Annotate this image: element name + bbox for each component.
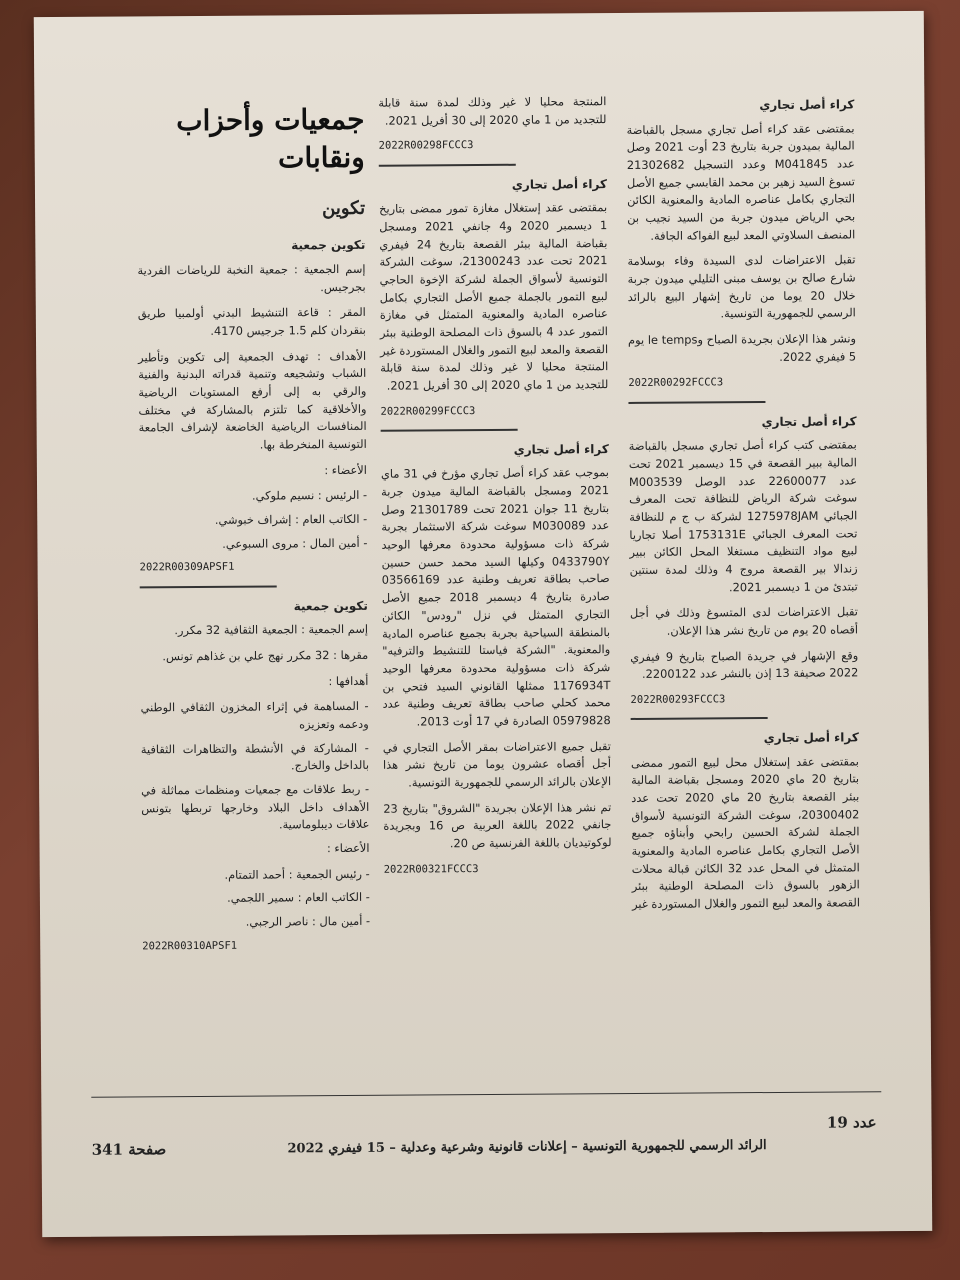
newspaper-page: [34, 11, 932, 1237]
goal-item: - المساهمة في إثراء المخزون الثقافي الوطني ودعمه وتعزيزه: [140, 699, 369, 732]
member-item: - أمين المال : مروى السبوعي.: [222, 535, 368, 551]
ad-paragraph: بمقتضى كتب كراء أصل تجاري مسجل بالقباضة المالية ببير القصعة في 15 ديسمبر 2021 تحت عدد 22600077 عدد الوصل M003539 سوغت شركة الرياض للنظافة تحت المعرف الجبائي 1275978JAM لشركة ب ج م للنظافة تحت المعرف الجبائي 1753131E أصلا تجاريا لبيع مواد التنظيف مستغلا المحل الكائن ببير زندالا بير القصعة مروج 4 وذلك لمدة سنتين تبتدئ من 1 ديسمبر 2021.: [628, 437, 858, 594]
ad-reference: 2022R00298FCCC3: [378, 139, 474, 153]
member-item: - رئيس الجمعية : أحمد التمتام.: [224, 866, 370, 882]
members-label: الأعضاء :: [324, 462, 367, 477]
association-name: إسم الجمعية : الجمعية الثقافية 32 مكرر.: [174, 622, 369, 638]
ad-paragraph: بمقتضى عقد كراء أصل تجاري مسجل بالقباضة المالية بميدون جربة بتاريخ 23 أوت 2021 وصل عدد M041845 وعدد التسجيل 21302682 تسوغ السيد زهير بن محمد القابسي جميع الأصل التجاري بكامل عناصره المادية والمعنوية الكائن بحي الرياض ميدون جربة من السيد نجيب بن المنصف السلاوتي المعد لبيع الفواكه الجافة.: [626, 120, 856, 243]
association-hq: المقر : قاعة التنشيط البدني أولمبيا طريق بنقردان كلم 1.5 جرجيس 4170.: [137, 305, 366, 338]
members-label: الأعضاء :: [326, 840, 370, 856]
footer-divider: [91, 1091, 881, 1098]
column-middle: [378, 93, 612, 885]
ad-paragraph: تقبل جميع الاعتراضات بمقر الأصل التجاري في أجل أقصاه عشرون يوما من تاريخ نشر هذا الإعلان بالرائد الرسمي للجمهورية التونسية.: [382, 738, 612, 790]
ad-title: كراء أصل تجاري: [763, 730, 859, 746]
ad-paragraph: بموجب عقد كراء أصل تجاري مؤرخ في 31 ماي 2021 ومسجل بالقباضة المالية ميدون جربة بتاريخ 11 جوان 2021 تحت 21301789 وصل عدد M030089 سوغت شركة الاستثمار بجربة شركة ذات مسؤولية محدودة معرفها الوحيد 0433790Y وكيلها السيد محمد حسن حسين صاحب بطاقة تعريف وطنية عدد 03566169 صادرة بتاريخ 4 ديسمبر 2018 جميع الأصل التجاري المتمثل في نزل "رودس" الكائن بالمنطقة السياحية بجربة بجميع عناصره المادية والمعنوية. "الشركة فياستا للتنشيط والترفيه" شركة ذات مسؤولية محدودة معرفها الوحيد 1176934T ممثلها القانوني السيد فتحي بن محمد كحلي صاحب بطاقة تعريف وطنية عدد 05979828 الصادرة في 17 أوت 2013.: [380, 465, 611, 729]
ad-title: كراء أصل تجاري: [513, 441, 609, 457]
ad-paragraph: بمقتضى عقد إستغلال مغازة تمور ممضى بتاريخ 1 ديسمبر 2020 و4 جانفي 2021 ومسجل بقباضة المالية ببئر القصعة بتاريخ 24 فيفري 2021 تحت عدد 21300243، سوغت الشركة التونسية لأسواق الجملة لشركة الإخوة الحاجي لبيع التمور بالجملة جميع الأصل التجاري بكامل عناصره المادية والمعنوية المتمثل في مغازة التمور عدد 4 بالسوق ذات المصلحة الوطنية ببئر القصعة والمعد لبيع التمور والغلال المستوردة غير المنتجة محليا لا غير وذلك لمدة سنة قابلة للتجديد من 1 ماي 2020 إلى 30 أفريل 2021.: [379, 200, 609, 393]
divider: [628, 401, 765, 404]
publication-line: الرائد الرسمي للجمهورية التونسية – إعلانات قانونية وشرعية وعدلية – 15 فيفري 2022: [287, 1138, 767, 1157]
member-item: - أمين مال : ناصر الرجبي.: [245, 913, 371, 929]
ad-reference: 2022R00309APSF1: [139, 561, 235, 574]
column-left: [136, 101, 370, 963]
member-item: - الكاتب العام : إشراف خبوشي.: [214, 511, 368, 528]
goal-item: - المشاركة في الأنشطة والتظاهرات الثقافية بالداخل والخارج.: [140, 740, 370, 773]
ad-paragraph: ونشر هذا الإعلان بجريدة الصباح وle temps يوم 5 فيفري 2022.: [627, 331, 857, 364]
section-subheading: تكوين: [322, 197, 366, 219]
ad-title: كراء أصل تجاري: [511, 176, 607, 192]
ad-paragraph: وقع الإشهار في جريدة الصباح بتاريخ 9 فيفري 2022 صحيفة 13 إذن بالنشر عدد 2200122.: [630, 647, 859, 682]
page-number: صفحة 341: [91, 1140, 167, 1159]
ad-title: كراء أصل تجاري: [759, 97, 855, 113]
divider: [631, 717, 768, 720]
ad-reference: 2022R00299FCCC3: [380, 404, 476, 418]
ad-paragraph: المنتجة محليا لا غير وذلك لمدة سنة قابلة للتجديد من 1 ماي 2020 إلى 30 أفريل 2021.: [378, 94, 607, 128]
section-heading: جمعيات وأحزاب ونقابات: [176, 102, 365, 175]
goal-item: - ربط علاقات مع جمعيات ومنظمات مماثلة في الأهداف داخل البلاد وخارجها تربطها بتونس علاقات ديبلوماسية.: [141, 781, 370, 832]
issue-number: عدد 19: [826, 1113, 877, 1132]
ad-reference: 2022R00321FCCC3: [383, 862, 479, 876]
divider: [379, 163, 516, 166]
association-title: تكوين جمعية: [291, 238, 366, 253]
column-right: [626, 91, 860, 921]
ad-reference: 2022R00310APSF1: [142, 939, 238, 953]
ad-paragraph: تقبل الاعتراضات لدى المتسوغ وذلك في أجل أقصاه 20 يوم من تاريخ نشر هذا الإعلان.: [629, 604, 859, 638]
association-hq: مقرها : 32 مكرر نهج علي بن غذاهم تونس.: [162, 647, 369, 664]
association-name: إسم الجمعية : جمعية النخبة للرياضات الفردية بجرجيس.: [137, 261, 366, 294]
association-title: تكوين جمعية: [293, 598, 368, 614]
member-item: - الكاتب العام : سمير اللجمي.: [227, 890, 370, 906]
divider: [381, 429, 518, 432]
ad-paragraph: بمقتضى عقد إستغلال محل لبيع التمور ممضى بتاريخ 20 ماي 2020 ومسجل بقباضة المالية ببئر القصعة بتاريخ 20 ماي 2020 تحت عدد 20300402، سوغت الشركة التونسية لأسواق الجملة لشركة الحسين رابحي وأبناؤه جميع الأصل التجاري بكامل عناصره المادية والمعنوية المتمثل في المحل عدد 32 الكائن قبالة محلات الزهور بالسوق ذات المصلحة الوطنية ببئر القصعة والمعد لبيع التمور والغلال المستوردة غير: [630, 754, 861, 912]
goals-label: أهدافها :: [328, 673, 369, 688]
member-item: - الرئيس : نسيم ملوكي.: [251, 488, 368, 504]
association-goals: الأهداف : تهدف الجمعية إلى تكوين وتأطير الشباب وتشجيعه وتنمية قدراته البدنية والفنية والرقي به إلى أرفع المستويات الرياضية والأخلاقية كما تلتزم بالمشاركة في مختلف المنافسات الرياضية الخاضعة لإشراف الجامعة التونسية المنخرطة بها.: [138, 348, 367, 452]
page-footer: [91, 1113, 876, 1158]
divider: [140, 585, 277, 588]
ad-reference: 2022R00292FCCC3: [628, 376, 724, 390]
ad-paragraph: تم نشر هذا الإعلان بجريدة "الشروق" بتاريخ 23 جانفي 2022 باللغة العربية ص 16 وبجريدة لوكوتيديان باللغة الفرنسية ص 20.: [383, 799, 612, 851]
ad-title: كراء أصل تجاري: [761, 413, 857, 429]
ad-paragraph: تقبل الاعتراضات لدى السيدة وفاء بوسلامة شارع صالح بن يوسف مبنى التليلي ميدون جربة خلال 20 يوما من تاريخ إشهار البيع بالرائد الرسمي للجمهورية التونسية.: [627, 252, 856, 321]
ad-reference: 2022R00293FCCC3: [630, 693, 726, 706]
